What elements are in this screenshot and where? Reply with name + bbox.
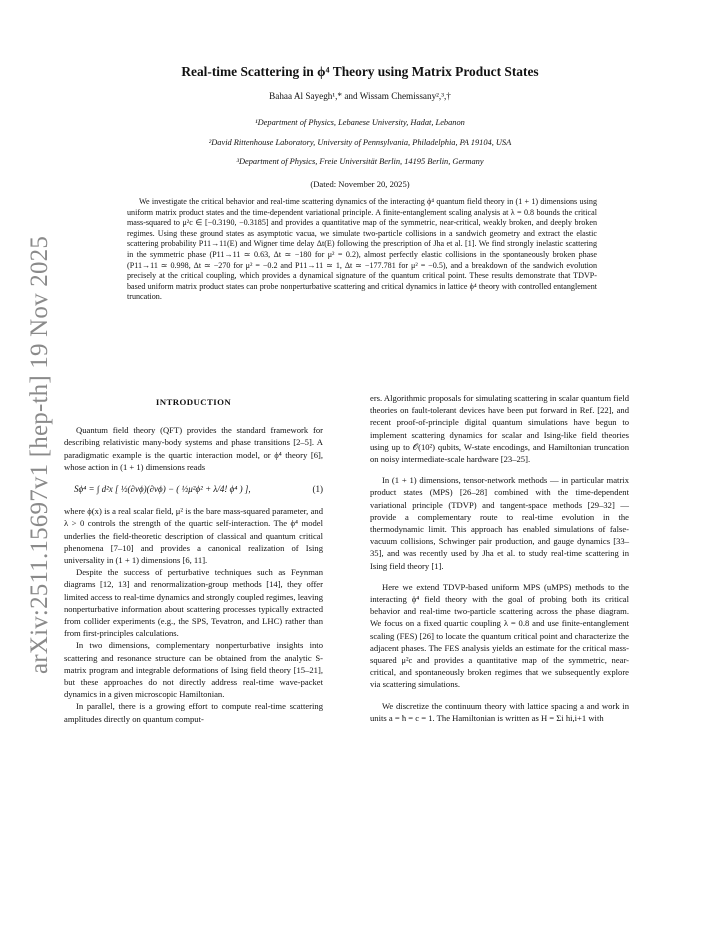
- equation-number: (1): [312, 484, 323, 495]
- intro-paragraph-3: Despite the success of perturbative techniques such as Feynman diagrams [12, 13] and renormalization-group methods [14], they offer limited access to real-time dynamics and strongly coupled regimes, leaving nonperturbative information about scattering processes typically extracted from collider experiments (e.g., the SPS, Tevatron, and LHC) rather than from first-principles calculations.: [64, 567, 323, 639]
- equation-body: Sϕ⁴ = ∫ d²x [ ½(∂νϕ)(∂νϕ) − ( ½μ²ϕ² + λ/4! ϕ⁴ ) ],: [74, 484, 251, 495]
- intro-paragraph-4: In two dimensions, complementary nonperturbative insights into scattering and resonance structure can be obtained from the analytic S-matrix program and integrable deformations of Ising field theory [15–21], but these approaches do not directly address real-time wave-packet dynamics in a given microscopic Hamiltonian.: [64, 640, 323, 700]
- intro-paragraph-9: We discretize the continuum theory with lattice spacing a and work in units a = ħ = c = 1. The Hamiltonian is written as H = Σi hi,i+1 with: [370, 700, 629, 723]
- intro-paragraph-1: Quantum field theory (QFT) provides the standard framework for describing relativistic many-body systems and phase transitions [2–5]. A paradigmatic example is the quartic interaction model, or ϕ⁴ theory [6], whose action in (1 + 1) dimensions reads: [64, 425, 323, 472]
- action-equation: [64, 483, 323, 495]
- intro-paragraph-8: Here we extend TDVP-based uniform MPS (uMPS) methods to the interacting ϕ⁴ field theory with the goal of probing both its critical behavior and real-time two-particle scattering across the phase diagram. We focus on a fixed quartic coupling λ = 0.8 and use finite-entanglement scaling (FES) [26] to locate the quantum critical point and characterize the adjacent phases. The FES analysis yields an estimate for the critical mass-squared μ²c and provides a quantitative map of the symmetric, near-critical, and spontaneously broken regimes that we subsequently explore via scattering simulations.: [370, 581, 629, 690]
- intro-paragraph-2: where ϕ(x) is a real scalar field, μ² is the bare mass-squared parameter, and λ > 0 controls the strength of the quartic self-interaction. The ϕ⁴ model underlies the field-theoretic description of classical and quantum critical phenomena [7–10] and provides a canonical realization of Ising universality in (1 + 1) dimensions [6, 11].: [64, 506, 323, 566]
- affiliation-3: ³Department of Physics, Freie Universität Berlin, 14195 Berlin, Germany: [236, 157, 484, 166]
- left-column: [64, 392, 323, 725]
- intro-paragraph-7: In (1 + 1) dimensions, tensor-network methods — in particular matrix product states (MPS) [26–28] combined with the time-dependent variational principle (TDVP) and tangent-space methods [29–32] — provide a complementary route to real-time evolution in the thermodynamic limit. This approach has enabled simulations of false-vacuum collisions, Schwinger pair production, and gauge dynamics [33–35], and was recently used by Jha et al. to study real-time scattering in Ising field theory [1].: [370, 475, 629, 571]
- abstract: We investigate the critical behavior and real-time scattering dynamics of the interacting ϕ⁴ quantum field theory in (1 + 1) dimensions using uniform matrix product states and the time-dependent variational principle. A finite-entanglement scaling analysis at λ = 0.8 bounds the critical mass-squared to μ²c ∈ [−0.3190, −0.3185] and provides a quantitative map of the symmetric, near-critical, weakly broken, and deeply broken regimes. Using these ground states as asymptotic vacua, we simulate two-particle collisions in a sandwich geometry and extract the elastic scattering probability P11→11(E) and Wigner time delay Δt(E) following the prescription of Jha et al. [1]. We find strongly inelastic scattering in the symmetric phase (P11→11 ≃ 0.63, Δt ≃ −180 for μ² = 0.2), almost perfectly elastic collisions in the spontaneously broken phase (P11→11 ≃ 0.998, Δt ≃ −270 for μ² = −0.2 and P11→11 ≃ 1, Δt ≃ −177.781 for μ² = −0.5), and a breakdown of the sandwich evolution precisely at the critical coupling, which provides a dynamical signature of the quantum critical point. These results demonstrate that TDVP-based uniform matrix product states can probe nonperturbative scattering and critical dynamics in lattice ϕ⁴ theory with controlled entanglement truncation.: [127, 197, 597, 302]
- date-line: (Dated: November 20, 2025): [310, 179, 410, 189]
- paper-title: Real-time Scattering in ϕ⁴ Theory using Matrix Product States: [181, 64, 539, 79]
- intro-paragraph-6: ers. Algorithmic proposals for simulating scattering in scalar quantum field theories on fault-tolerant devices have been put forward in Ref. [22], and recent proof-of-principle digital quantum simulations have begun to implement scattering dynamics for scalar and Ising-like field theories using up to 𝒪(10²) qubits, W-state encodings, and Hamiltonian truncation on noisy intermediate-scale hardware [23–25].: [370, 393, 629, 465]
- section-heading-introduction: INTRODUCTION: [155, 397, 232, 407]
- affiliation-1: ¹Department of Physics, Lebanese University, Hadat, Lebanon: [255, 118, 465, 127]
- author-list: Bahaa Al Sayegh¹,* and Wissam Chemissany²,³,†: [269, 91, 451, 101]
- right-column: [370, 392, 629, 724]
- intro-paragraph-5: In parallel, there is a growing effort to compute real-time scattering amplitudes directly on quantum comput-: [64, 701, 323, 724]
- arxiv-identifier-stamp: arXiv:2511.15697v1 [hep-th] 19 Nov 2025: [26, 235, 53, 674]
- affiliation-2: ²David Rittenhouse Laboratory, University of Pennsylvania, Philadelphia, PA 19104, USA: [208, 138, 512, 147]
